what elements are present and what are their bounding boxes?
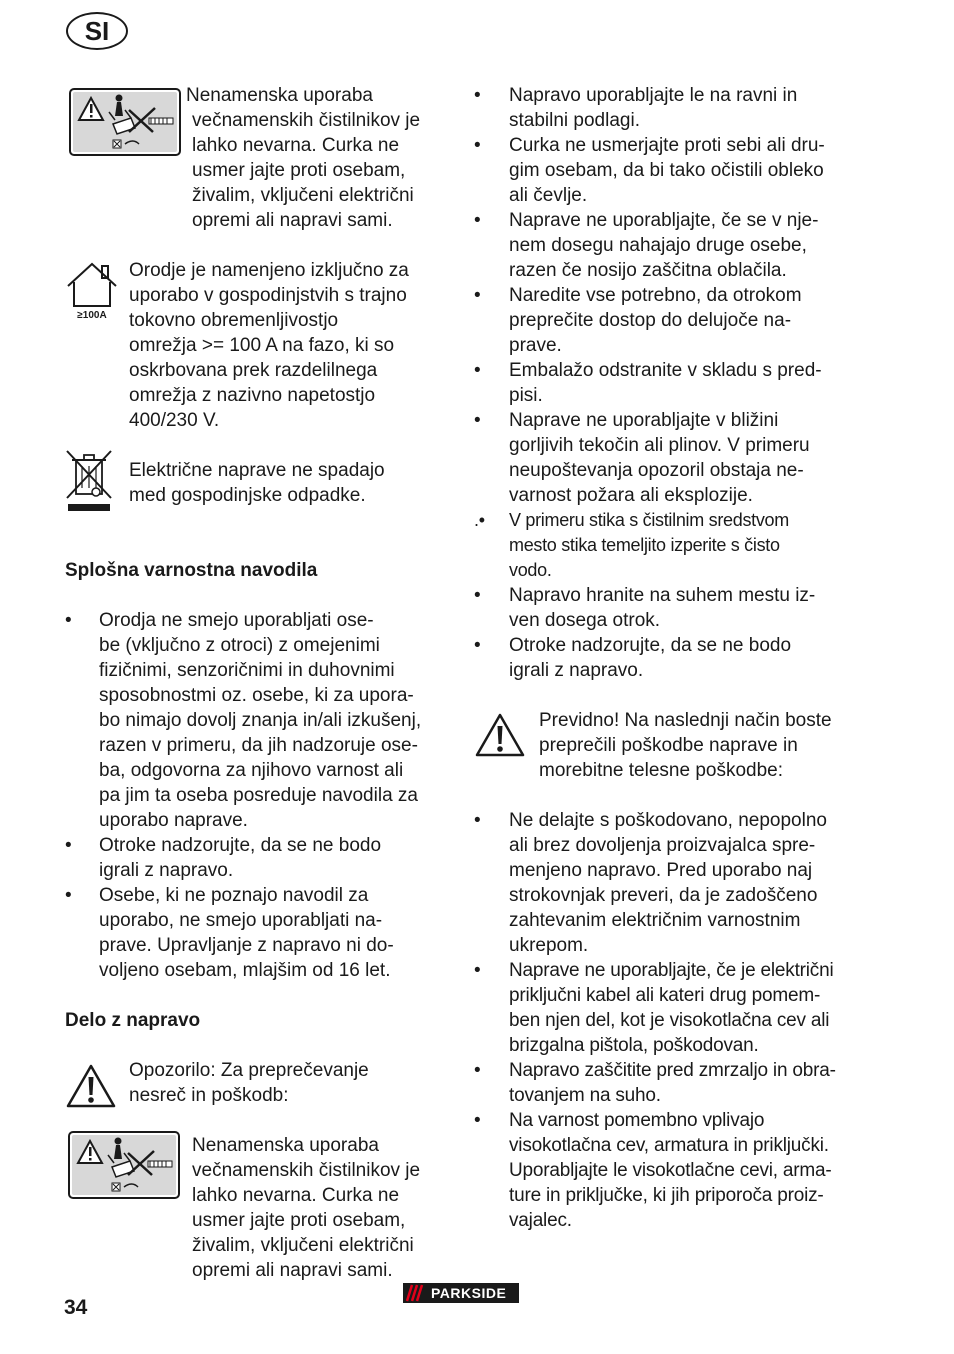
list-item: • Embalažo odstranite v skladu s pred- pisi. (474, 360, 822, 406)
list-item: • Napravo zaščitite pred zmrzaljo in obra- tovanjem na suho. (474, 1060, 836, 1106)
misuse-warning-pictogram (69, 88, 181, 156)
house-icon-label: ≥100A (77, 310, 107, 321)
brand-name: PARKSIDE (431, 1285, 507, 1301)
subsection-title: Delo z napravo (65, 1010, 201, 1031)
general-safety-list (65, 608, 455, 983)
misuse-warning-text-top: Nenamenska uporaba večnamenskih čistilnikov je lahko nevarna. Curka ne usmer jajte proti osebam, živalim, vključeni električni opremi ali napravi sami. (186, 85, 421, 231)
disposal-note-text: Električne naprave ne spadajo med gospodinjske odpadke. (129, 460, 385, 506)
list-item: • Naredite vse potrebno, da otrokom preprečite dostop do delujoče na- prave. (474, 285, 802, 356)
list-item: • Naprave ne uporabljajte, če je električni priključni kabel ali kateri drug pomem- ben njen del, kot je visokotlačna cev ali brizgalna pištola, poškodovan. (474, 960, 834, 1056)
list-item: • Napravo uporabljajte le na ravni in stabilni podlagi. (474, 85, 798, 131)
list-item: .• V primeru stika s čistilnim sredstvom mesto stika temeljito izperite s čisto vodo. (474, 510, 789, 580)
caution-note-left: Opozorilo: Za preprečevanje nesreč in poškodb: (129, 1060, 369, 1106)
misuse-warning-pictogram-bottom (68, 1131, 180, 1199)
list-item: • Curka ne usmerjajte proti sebi ali dru- gim osebam, da bi tako očistili obleko ali čevlje. (474, 135, 825, 206)
list-item: • Naprave ne uporabljajte, če se v nje- nem dosegu nahajajo druge osebe, razen če nosijo zaščitna oblačila. (474, 210, 819, 281)
warning-triangle-icon (474, 712, 526, 758)
crossed-bin-icon (64, 448, 114, 514)
list-item: • Na varnost pomembno vplivajo visokotlačna cev, armatura in priključki. Uporabljajte le visokotlačne cevi, arma- ture in priključke, ki jih priporoča proiz- vajalec. (474, 1110, 832, 1231)
caution-note-right: Previdno! Na naslednji način boste preprečili poškodbe naprave in morebitne telesne poškodbe: (539, 710, 832, 781)
safety-list-right-top (474, 83, 874, 683)
misuse-warning-text-bottom: Nenamenska uporaba večnamenskih čistilnikov je lahko nevarna. Curka ne usmer jajte proti osebam, živalim, vključeni električni opremi ali napravi sami. (192, 1135, 421, 1281)
house-icon (64, 260, 120, 322)
list-item: • Napravo hranite na suhem mestu iz- ven dosega otrok. (474, 585, 816, 631)
language-badge: SI (66, 12, 128, 50)
list-item: • Osebe, ki ne poznajo navodil za uporabo, ne smejo uporabljati na- prave. Upravljanje z napravo ni do- voljeno osebam, mlajšim od 16 let. (65, 885, 394, 981)
safety-list-right-bottom (474, 808, 884, 1233)
brand-logo (403, 1283, 519, 1303)
section-title: Splošna varnostna navodila (65, 560, 318, 581)
list-item: • Otroke nadzorujte, da se ne bodo igrali z napravo. (474, 635, 792, 681)
brand-stripes-icon (403, 1283, 427, 1303)
list-item: • Ne delajte s poškodovano, nepopolno ali brez dovoljenja proizvajalca spre- menjeno napravo. Pred uporabo naj strokovnjak preveri, da je zadoščeno zahtevanim električnim varnostnim ukrepom. (474, 810, 827, 956)
page-number: 34 (64, 1296, 88, 1319)
warning-triangle-icon (65, 1063, 117, 1109)
list-item: • Otroke nadzorujte, da se ne bodo igrali z napravo. (65, 835, 382, 881)
list-item: • Naprave ne uporabljajte v bližini gorljivih tekočin ali plinov. V primeru neupoštevanja opozoril obstaja ne- varnost požara ali eksplozije. (474, 410, 810, 506)
household-note-text: Orodje je namenjeno izključno za uporabo v gospodinjstvih s trajno tokovno obremenljivostjo omrežja >= 100 A na fazo, ki so oskrbovana prek razdelilnega omrežja z nazivno napetostjo 400/230 V. (129, 260, 409, 431)
list-item: • Orodja ne smejo uporabljati ose- be (vključno z otroci) z omejenimi fizičnimi, senzoričnimi in duhovnimi sposobnostmi oz. osebe, ki za upora- bo nimajo dovolj znanja in/ali izkušenj, razen v primeru, da jih nadzoruje ose- ba, odgovorna za njihovo varnost ali pa jim ta oseba posreduje navodila za uporabo naprave. (65, 610, 422, 831)
